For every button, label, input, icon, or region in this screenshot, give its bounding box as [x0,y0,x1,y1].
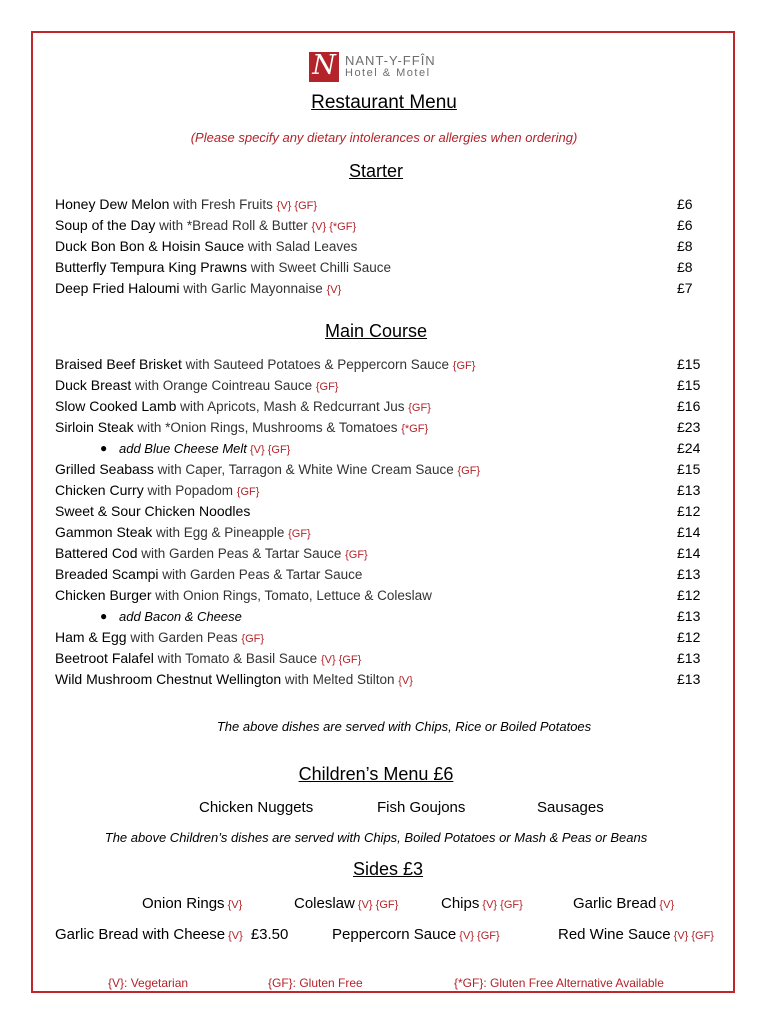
dish-name: Butterfly Tempura King Prawns [55,259,247,275]
dish-description: with Garden Peas & Tartar Sauce [137,546,346,561]
main-course-heading: Main Course [324,321,428,341]
side-peppercorn-sauce: Peppercorn Sauce {V} {GF} [332,926,500,943]
item-price: £7 [677,280,693,296]
addon-name: add Bacon & Cheese [119,609,242,624]
dietary-tags: {GF} [457,465,481,477]
bullet-icon: ● [100,609,108,623]
item-price: £8 [677,238,693,254]
dietary-tags: {GF} [315,381,339,393]
dietary-tags: {GF} [452,360,476,372]
dish-description: with Sauteed Potatoes & Peppercorn Sauce [181,357,453,372]
dish-description: with Garlic Mayonnaise [179,281,327,296]
dietary-tags: {GF} [345,549,368,561]
menu-item-row [55,522,705,543]
item-price: £12 [677,629,701,645]
dish-description: with Onion Rings, Tomato, Lettuce & Coleslaw [151,588,432,603]
item-price: £15 [677,461,701,477]
dish-name: Wild Mushroom Chestnut Wellington [55,671,282,687]
logo-mark-icon: N [309,52,339,82]
addon-name: add Blue Cheese Melt [119,441,247,456]
main-served-note: The above dishes are served with Chips, Rice or Boiled Potatoes [216,719,592,734]
item-price: £6 [677,217,693,233]
menu-item-row [55,215,705,236]
menu-item-row [55,585,705,606]
legend-gf-alternative: {*GF}: Gluten Free Alternative Available [454,976,664,990]
dietary-tags: {V} {GF} [246,444,291,456]
dish-name: Duck Breast [55,377,132,393]
dietary-tags: {V} {*GF} [311,221,357,233]
dietary-tags: {V} [398,675,413,687]
menu-addon-row [55,438,705,459]
item-price: £16 [677,398,701,414]
menu-item-row [55,564,705,585]
menu-item-row [55,194,705,215]
allergy-notice: (Please specify any dietary intolerances or allergies when ordering) [190,130,578,145]
dish-description: with Melted Stilton [281,672,399,687]
menu-item-row [55,669,705,690]
dish-description: with Caper, Tarragon & White Wine Cream Sauce [153,462,458,477]
dish-description: with *Onion Rings, Mushrooms & Tomatoes [133,420,402,435]
kids-item-goujons: Fish Goujons [377,799,466,816]
dish-name: Deep Fried Haloumi [55,280,180,296]
dish-name: Braised Beef Brisket [55,356,182,372]
item-price: £15 [677,356,701,372]
dish-name: Duck Bon Bon & Hoisin Sauce [55,238,245,254]
dish-name: Ham & Egg [55,629,127,645]
sides-heading: Sides £3 [352,859,424,879]
side-garlic-bread: Garlic Bread {V} [573,895,675,912]
menu-item-row [55,257,705,278]
menu-item-row [55,396,705,417]
dish-description: with Popadom [143,483,237,498]
dish-description: with Apricots, Mash & Redcurrant Jus [176,399,409,414]
menu-item-row [55,543,705,564]
dietary-tags: {V} {GF} [276,200,318,212]
dish-description: with Tomato & Basil Sauce [153,651,321,666]
item-price: £13 [677,650,701,666]
dish-description: with Fresh Fruits [169,197,277,212]
menu-item-row [55,648,705,669]
item-price: £14 [677,545,701,561]
menu-item-row [55,278,705,299]
logo-name: NANT-Y-FFÎN [345,53,436,68]
legend-vegetarian: {V}: Vegetarian [108,976,189,990]
kids-served-note: The above Children’s dishes are served with Chips, Boiled Potatoes or Mash & Peas or Beans [104,830,648,845]
hotel-logo [309,52,436,82]
side-onion-rings: Onion Rings {V} [142,895,243,912]
dish-description: with Garden Peas & Tartar Sauce [158,567,363,582]
side-garlic-bread-cheese: Garlic Bread with Cheese {V} £3.50 [55,926,289,943]
menu-item-row [55,480,705,501]
kids-item-sausages: Sausages [537,799,604,816]
dietary-tags: {V} {GF} [320,654,362,666]
dish-name: Soup of the Day [55,217,156,233]
childrens-menu-heading: Children’s Menu £6 [298,764,454,784]
item-price: £23 [677,419,701,435]
kids-item-nuggets: Chicken Nuggets [199,799,314,816]
menu-addon-row [55,606,705,627]
dietary-tags: {GF} [288,528,311,540]
dish-name: Grilled Seabass [55,461,154,477]
menu-item-row [55,627,705,648]
dish-description: with Salad Leaves [244,239,358,254]
menu-item-row [55,501,705,522]
bullet-icon: ● [100,441,108,455]
side-red-wine-sauce: Red Wine Sauce {V} {GF} [558,926,714,943]
menu-title: Restaurant Menu [311,92,457,113]
legend-gluten-free: {GF}: Gluten Free [268,976,363,990]
item-price: £24 [677,440,701,456]
item-price: £13 [677,671,701,687]
dish-name: Slow Cooked Lamb [55,398,177,414]
side-chips: Chips {V} {GF} [441,895,523,912]
logo-subtitle: Hotel & Motel [345,67,431,79]
dish-name: Chicken Burger [55,587,152,603]
menu-item-row [55,236,705,257]
dish-name: Sweet & Sour Chicken Noodles [55,503,251,519]
item-price: £13 [677,482,701,498]
menu-item-row [55,354,705,375]
dish-name: Chicken Curry [55,482,144,498]
item-price: £15 [677,377,701,393]
dish-description: with *Bread Roll & Butter [155,218,312,233]
dish-description: with Garden Peas [126,630,242,645]
dish-name: Battered Cod [55,545,138,561]
dish-name: Breaded Scampi [55,566,159,582]
dish-name: Gammon Steak [55,524,153,540]
item-price: £12 [677,503,701,519]
dietary-tags: {GF} [408,402,431,414]
item-price: £6 [677,196,693,212]
item-price: £14 [677,524,701,540]
menu-item-row [55,459,705,480]
dietary-tags: {V} [326,284,342,296]
dish-name: Sirloin Steak [55,419,134,435]
dish-description: with Orange Cointreau Sauce [131,378,316,393]
item-price: £13 [677,566,701,582]
dish-name: Beetroot Falafel [55,650,154,666]
item-price: £13 [677,608,701,624]
side-coleslaw: Coleslaw {V} {GF} [294,895,399,912]
item-price: £12 [677,587,701,603]
dish-description: with Egg & Pineapple [152,525,289,540]
menu-item-row [55,375,705,396]
dietary-tags: {*GF} [401,423,429,435]
starter-heading: Starter [348,161,404,181]
dietary-tags: {GF} [241,633,265,645]
dish-description: with Sweet Chilli Sauce [246,260,392,275]
menu-item-row [55,417,705,438]
dietary-tags: {GF} [236,486,260,498]
item-price: £8 [677,259,693,275]
dish-name: Honey Dew Melon [55,196,170,212]
